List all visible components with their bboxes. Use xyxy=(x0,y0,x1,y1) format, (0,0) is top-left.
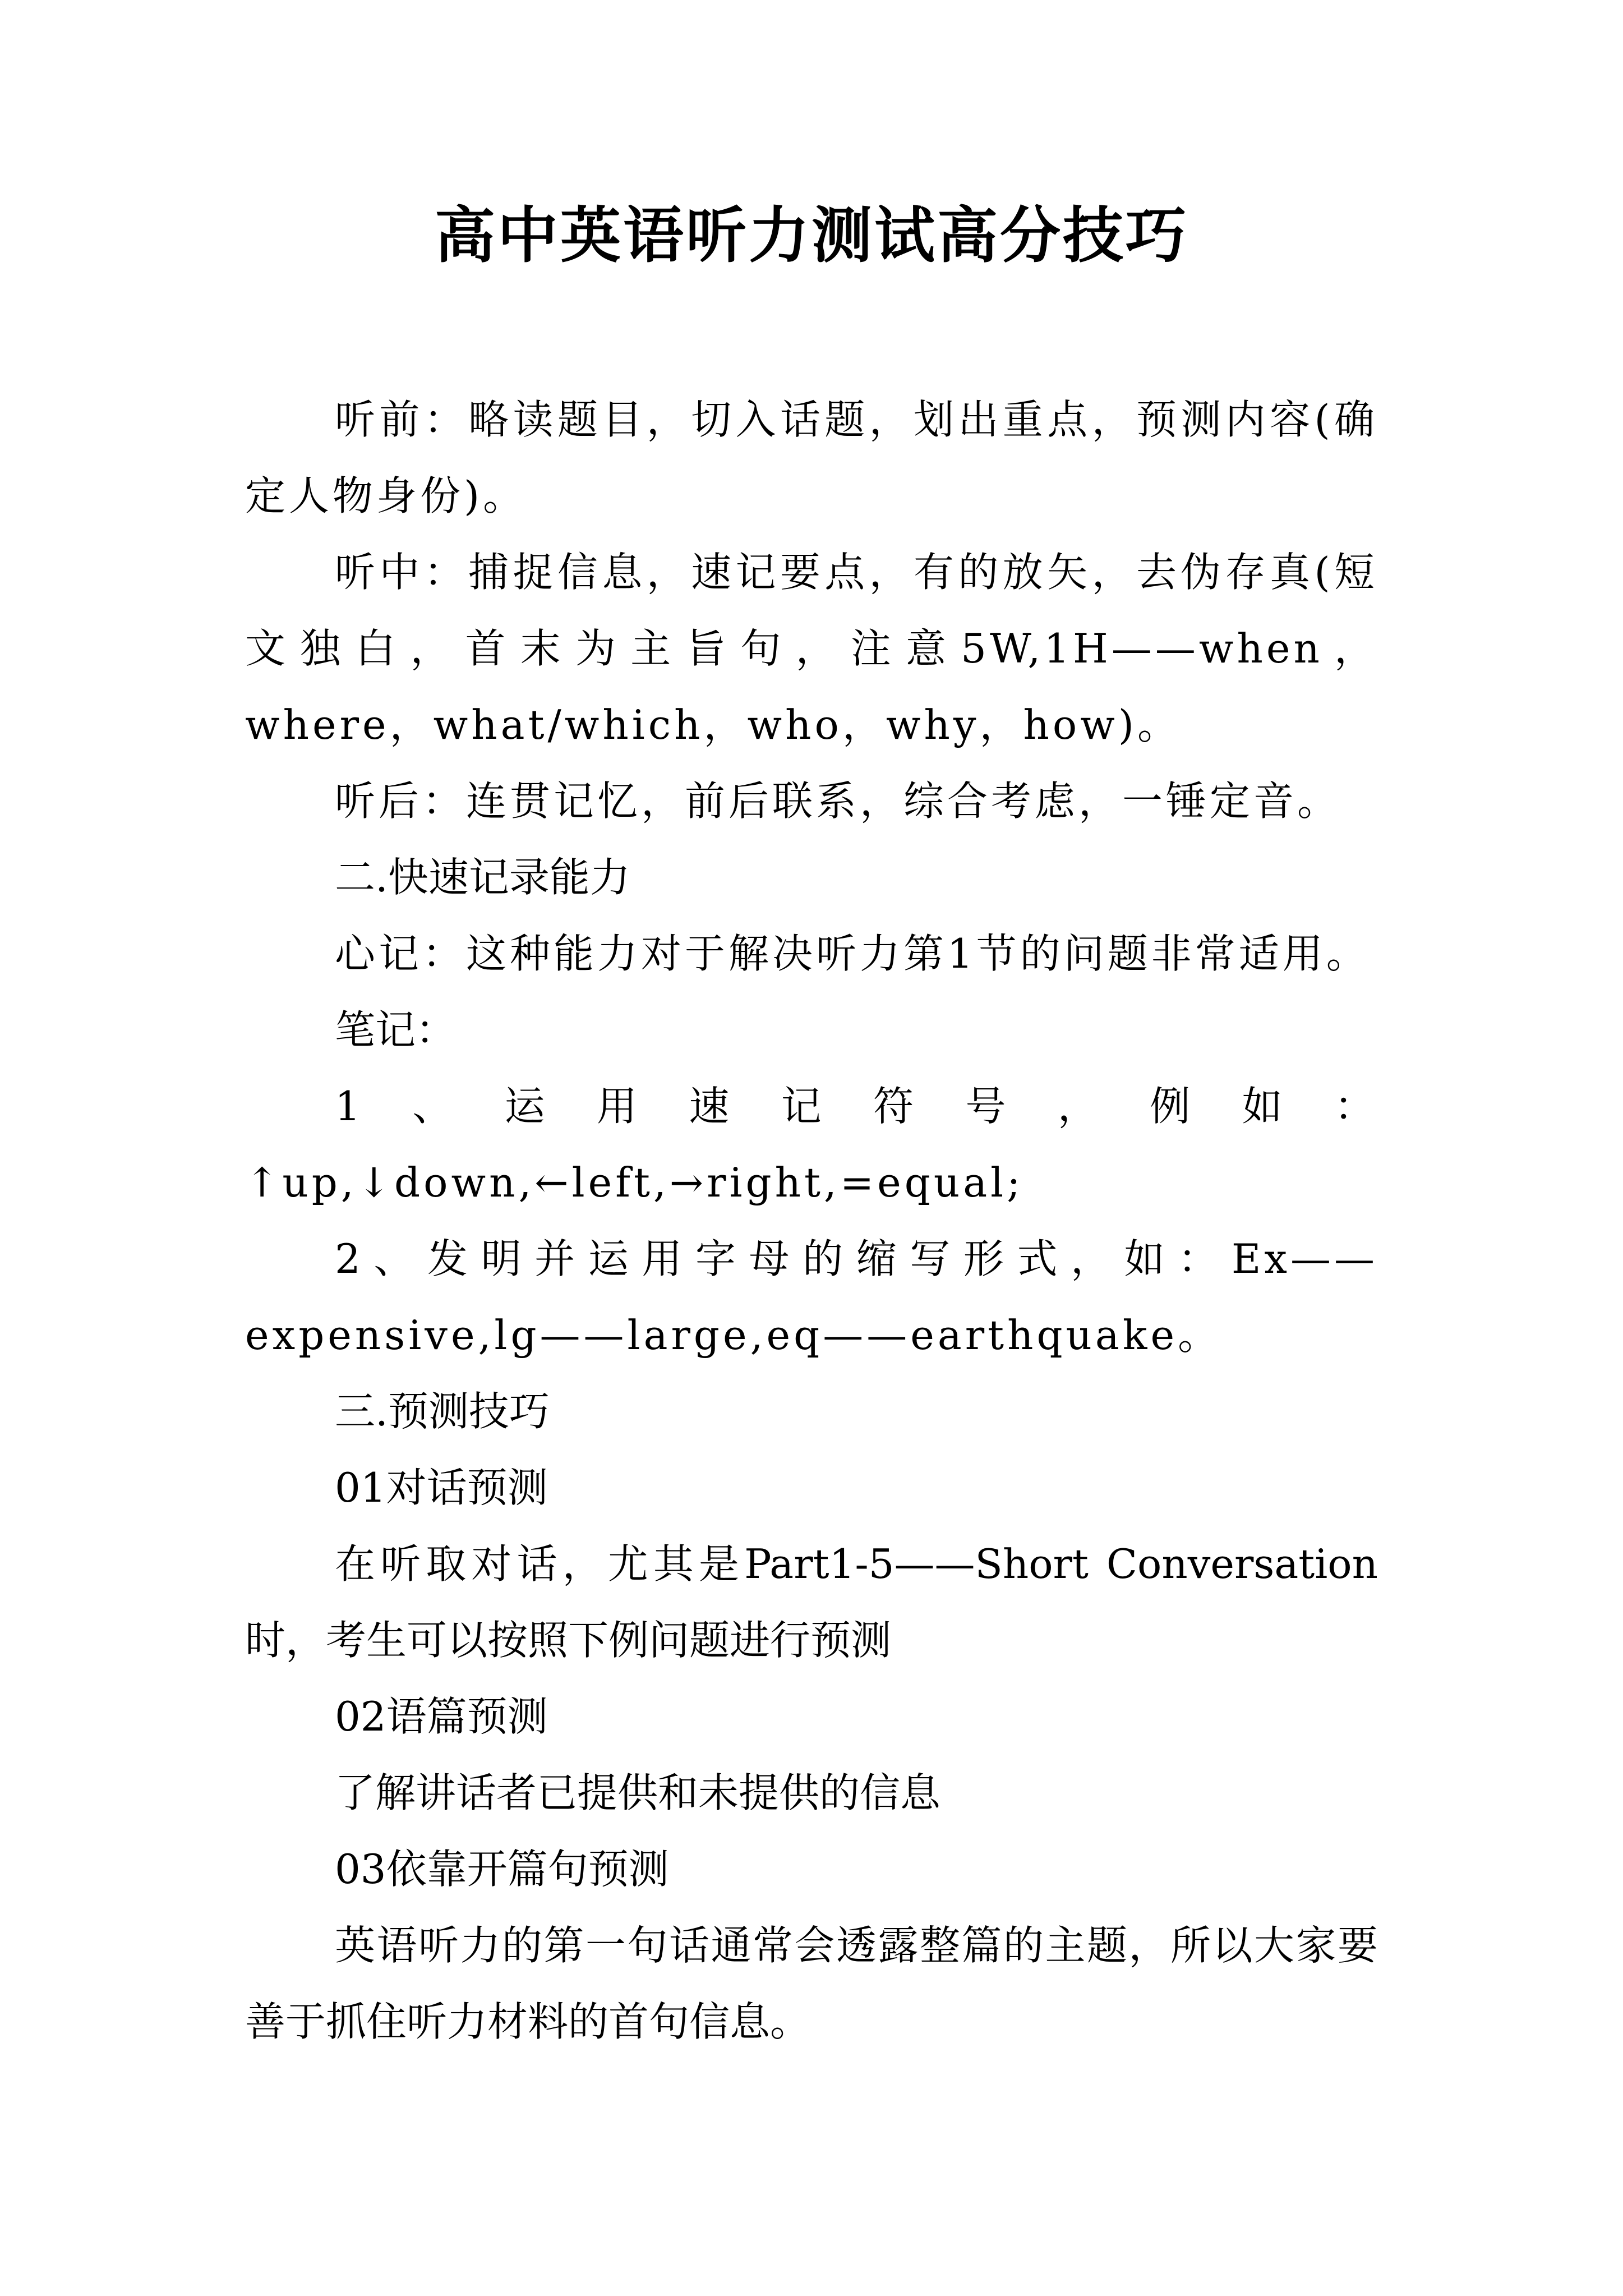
paragraph-dialogue-prediction: 在听取对话，尤其是Part1-5——Short Conversation时，考生可以按照下例问题进行预测 xyxy=(245,1540,1378,1664)
paragraph-opening-sentence-prediction: 英语听力的第一句话通常会透露整篇的主题，所以大家要善于抓住听力材料的首句信息。 xyxy=(245,1922,1378,2045)
paragraph-passage-prediction: 了解讲话者已提供和未提供的信息 xyxy=(335,1769,941,1816)
subheading-dialogue-prediction: 01对话预测 xyxy=(335,1464,548,1511)
document-title: 高中英语听力测试高分技巧 xyxy=(434,200,1188,271)
paragraph-mental-memory: 心记：这种能力对于解决听力第1节的问题非常适用。 xyxy=(335,930,1370,977)
subheading-opening-sentence-prediction: 03依靠开篇句预测 xyxy=(335,1846,669,1893)
section-heading-prediction: 三.预测技巧 xyxy=(335,1388,550,1435)
paragraph-during-listening: 听中：捕捉信息，速记要点，有的放矢，去伪存真(短文独白，首末为主旨句，注意5W,1H——when，where，what/which，who，why，how)。 xyxy=(245,549,1378,748)
paragraph-before-listening: 听前：略读题目，切入话题，划出重点，预测内容(确定人物身份)。 xyxy=(245,396,1378,519)
paragraph-after-listening: 听后：连贯记忆，前后联系，综合考虑，一锤定音。 xyxy=(335,777,1341,825)
document-body xyxy=(245,381,1378,2060)
list-item-shorthand-symbols: 1、运用速记符号，例如：↑up,↓down,←left,→right,=equal; xyxy=(245,1083,1378,1206)
subheading-passage-prediction: 02语篇预测 xyxy=(335,1693,548,1740)
paragraph-notes-label: 笔记： xyxy=(335,1006,457,1053)
list-item-abbreviations: 2、发明并运用字母的缩写形式，如：Ex——expensive,lg——large,eq——earthquake。 xyxy=(245,1235,1378,1359)
section-heading-note-taking: 二.快速记录能力 xyxy=(335,854,630,901)
